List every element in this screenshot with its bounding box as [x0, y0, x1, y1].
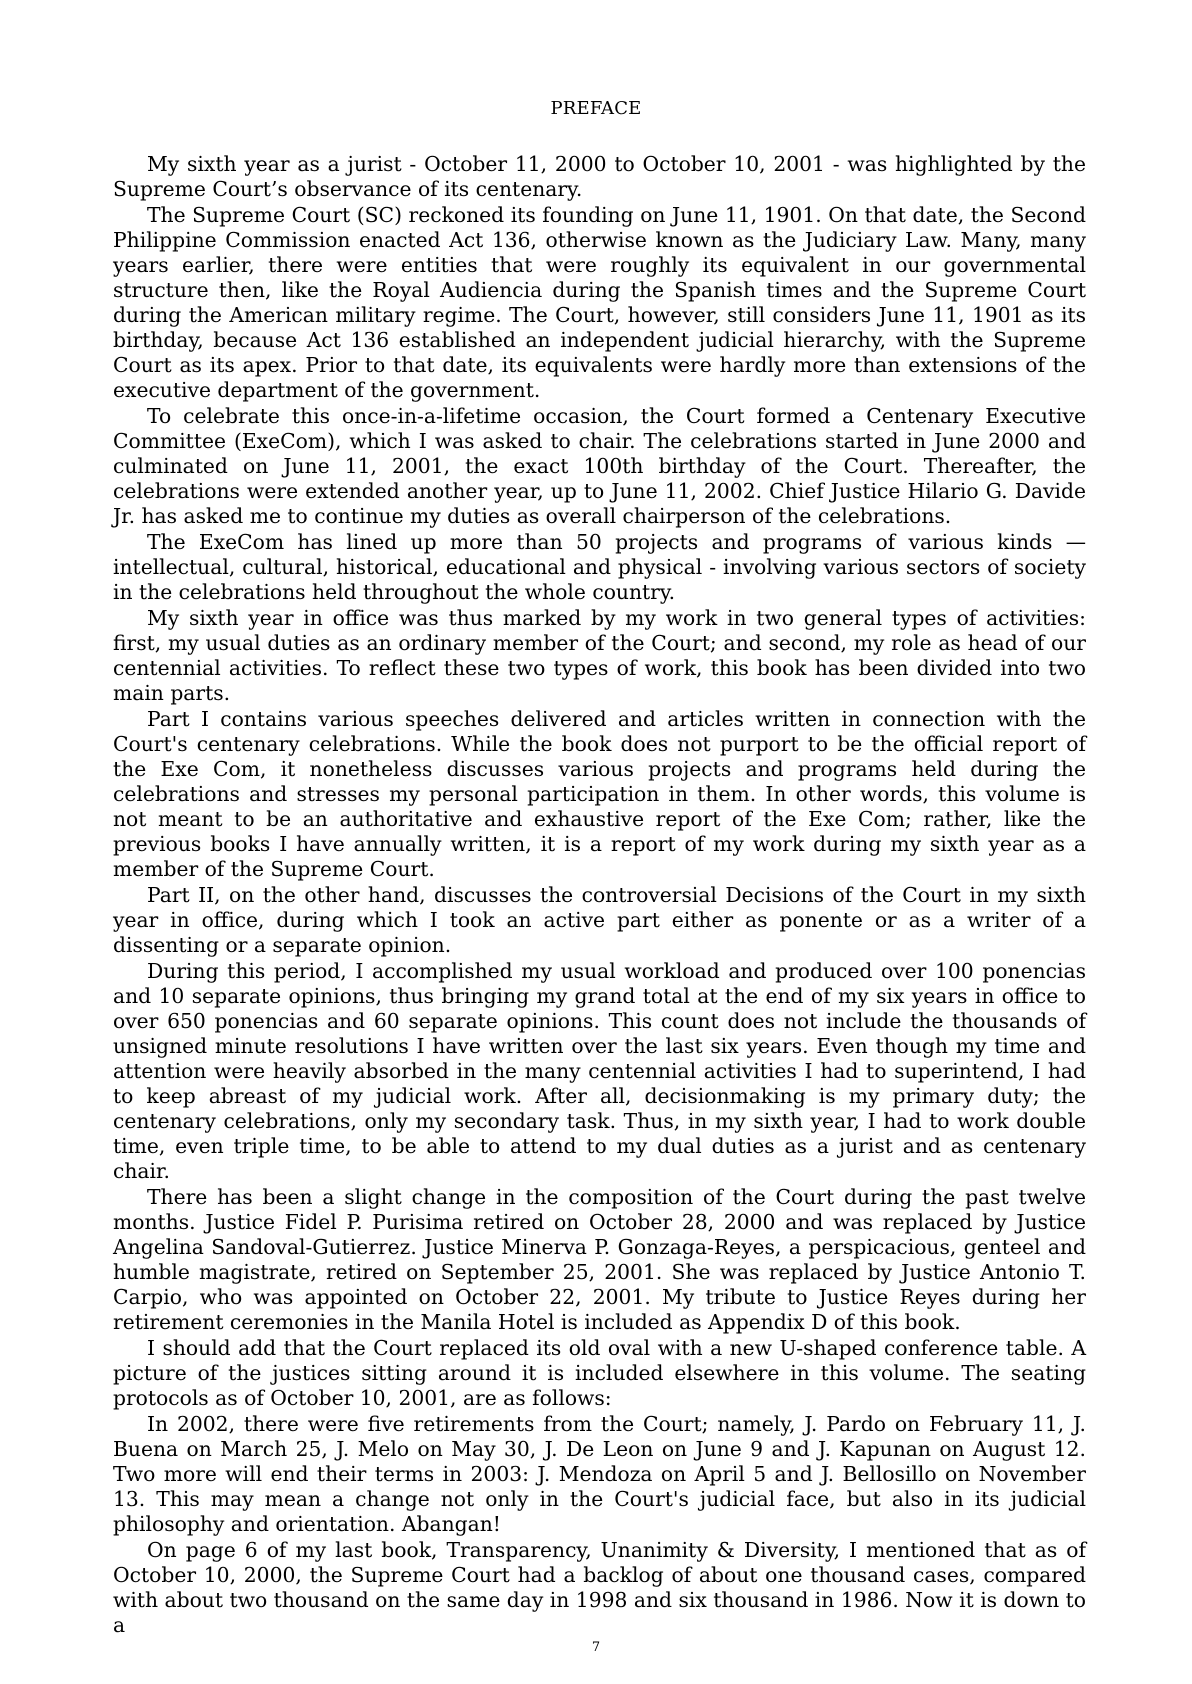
- page-title: PREFACE: [550, 98, 642, 119]
- paragraph: On page 6 of my last book, Transparency, Unanimity & Diversity, I mentioned that as of October 10, 2000, the Supreme Court had a backlog of about one thousand cases, compared with about two thousand on the same day in 1998 and six thousand in 1986. Now it is down to a: [113, 1538, 1086, 1637]
- paragraph: My sixth year as a jurist - October 11, 2000 to October 10, 2001 - was highlighted by the Supreme Court’s observance of its centenary.: [113, 152, 1086, 201]
- paragraph: The Supreme Court (SC) reckoned its founding on June 11, 1901. On that date, the Second Philippine Commission enacted Act 136, otherwise known as the Judiciary Law. Many, many years earlier, there were entities that were roughly its equivalent in our governmental structure then, like the Royal Audiencia during the Spanish times and the Supreme Court during the American military regime. The Court, however, still considers June 11, 1901 as its birthday, because Act 136 established an independent judicial hierarchy, with the Supreme Court as its apex. Prior to that date, its equivalents were hardly more than extensions of the executive department of the government.: [113, 203, 1086, 402]
- paragraph: Part I contains various speeches delivered and articles written in connection with the Court's centenary celebrations. While the book does not purport to be the official report of the Exe Com, it nonetheless discusses various projects and programs held during the celebrations and stresses my personal participation in them. In other words, this volume is not meant to be an authoritative and exhaustive report of the Exe Com; rather, like the previous books I have annually written, it is a report of my work during my sixth year as a member of the Supreme Court.: [113, 707, 1086, 881]
- preface-body: [113, 152, 1086, 1639]
- paragraph: I should add that the Court replaced its old oval with a new U-shaped conference table. A picture of the justices sitting around it is included elsewhere in this volume. The seating protocols as of October 10, 2001, are as follows:: [113, 1336, 1086, 1410]
- paragraph: The ExeCom has lined up more than 50 projects and programs of various kinds — intellectual, cultural, historical, educational and physical - involving various sectors of society in the celebrations held throughout the whole country.: [113, 530, 1086, 604]
- paragraph: During this period, I accomplished my usual workload and produced over 100 ponencias and 10 separate opinions, thus bringing my grand total at the end of my six years in office to over 650 ponencias and 60 separate opinions. This count does not include the thousands of unsigned minute resolutions I have written over the last six years. Even though my time and attention were heavily absorbed in the many centennial activities I had to superintend, I had to keep abreast of my judicial work. After all, decisionmaking is my primary duty; the centenary celebrations, only my secondary task. Thus, in my sixth year, I had to work double time, even triple time, to be able to attend to my dual duties as a jurist and as centenary chair.: [113, 959, 1086, 1183]
- paragraph: Part II, on the other hand, discusses the controversial Decisions of the Court in my sixth year in office, during which I took an active part either as ponente or as a writer of a dissenting or a separate opinion.: [113, 883, 1086, 957]
- paragraph: In 2002, there were five retirements from the Court; namely, J. Pardo on February 11, J. Buena on March 25, J. Melo on May 30, J. De Leon on June 9 and J. Kapunan on August 12. Two more will end their terms in 2003: J. Mendoza on April 5 and J. Bellosillo on November 13. This may mean a change not only in the Court's judicial face, but also in its judicial philosophy and orientation. Abangan!: [113, 1412, 1086, 1536]
- paragraph: There has been a slight change in the composition of the Court during the past twelve months. Justice Fidel P. Purisima retired on October 28, 2000 and was replaced by Justice Angelina Sandoval-Gutierrez. Justice Minerva P. Gonzaga-Reyes, a perspicacious, genteel and humble magistrate, retired on September 25, 2001. She was replaced by Justice Antonio T. Carpio, who was appointed on October 22, 2001. My tribute to Justice Reyes during her retirement ceremonies in the Manila Hotel is included as Appendix D of this book.: [113, 1185, 1086, 1334]
- paragraph: To celebrate this once-in-a-lifetime occasion, the Court formed a Centenary Executive Committee (ExeCom), which I was asked to chair. The celebrations started in June 2000 and culminated on June 11, 2001, the exact 100th birthday of the Court. Thereafter, the celebrations were extended another year, up to June 11, 2002. Chief Justice Hilario G. Davide Jr. has asked me to continue my duties as overall chairperson of the celebrations.: [113, 404, 1086, 528]
- page-number: 7: [591, 1640, 601, 1655]
- paragraph: My sixth year in office was thus marked by my work in two general types of activities: first, my usual duties as an ordinary member of the Court; and second, my role as head of our centennial activities. To reflect these two types of work, this book has been divided into two main parts.: [113, 606, 1086, 705]
